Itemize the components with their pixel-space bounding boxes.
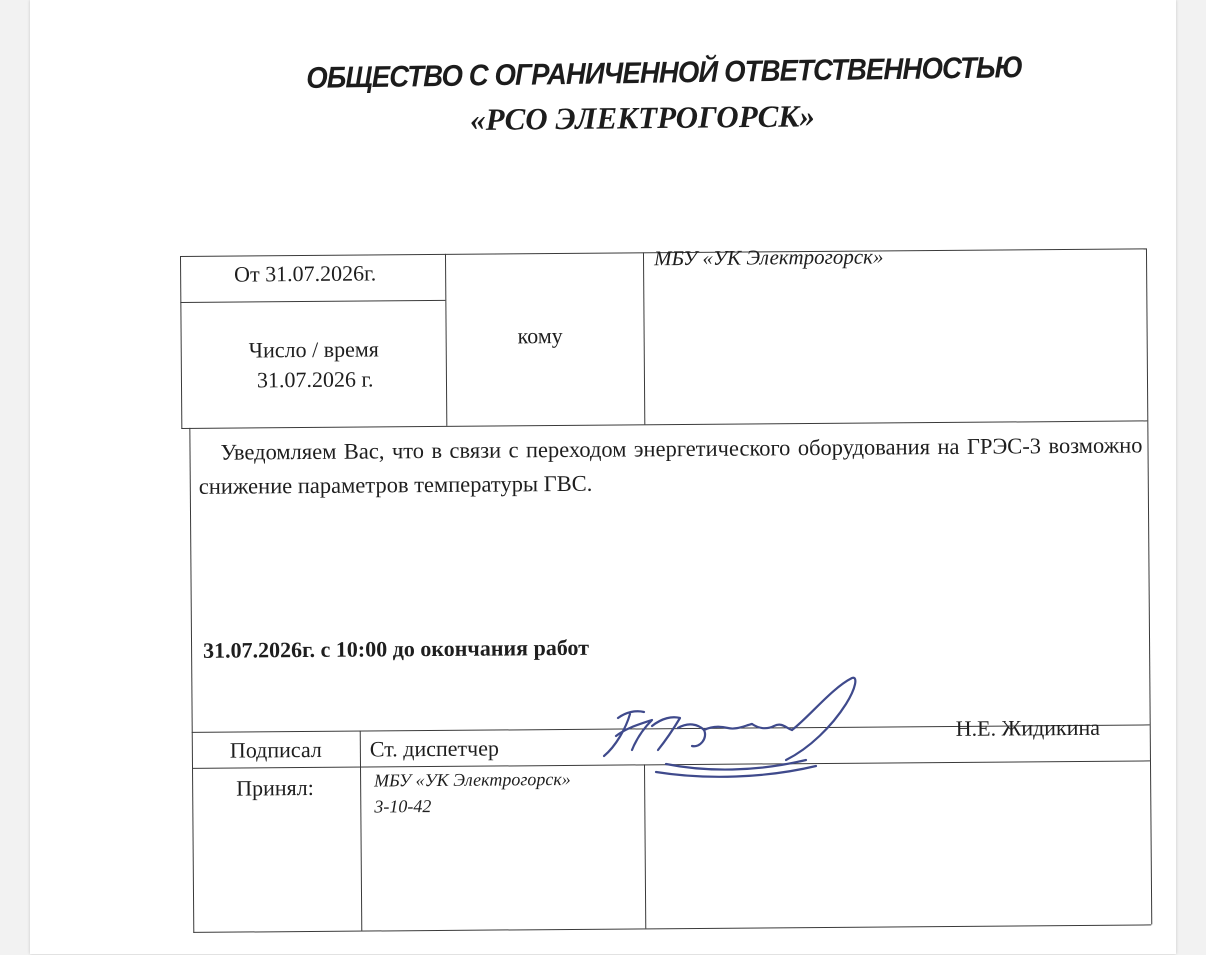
col-divider-2 [643, 252, 645, 424]
frame-bottom-line [193, 924, 1151, 933]
recipient: МБУ «УК Электрогорск» [653, 244, 884, 271]
organization-name: «РСО ЭЛЕКТРОГОРСК» [470, 98, 816, 137]
date-time-label: Число / время [248, 336, 379, 363]
frame-left-line-upper [180, 256, 182, 429]
accepted-col-divider [644, 764, 646, 928]
frame-right-line [1146, 248, 1152, 924]
to-label: кому [517, 322, 563, 349]
accepted-org: МБУ «УК Электрогорск» [374, 768, 571, 791]
organization-type: ОБЩЕСТВО С ОГРАНИЧЕННОЙ ОТВЕТСТВЕННОСТЬЮ [306, 51, 1023, 95]
handwritten-signature [596, 668, 866, 788]
from-date: От 31.07.2026г. [234, 260, 377, 287]
accepted-phone: 3-10-42 [374, 796, 432, 817]
col-divider-1 [445, 254, 447, 426]
signer-position: Ст. диспетчер [369, 735, 500, 762]
signed-label: Подписал [229, 736, 322, 763]
date-time-value: 31.07.2026 г. [256, 366, 374, 393]
accepted-label: Принял: [236, 774, 314, 801]
signer-name: Н.Е. Жидикина [955, 714, 1101, 741]
header-section-divider [181, 420, 1147, 429]
work-period: 31.07.2026г. с 10:00 до окончания работ [202, 634, 590, 663]
notice-message: Уведомляем Вас, что в связи с переходом энергетического оборудования на ГРЭС-3 возможно снижение параметров температуры ГВС. [198, 432, 1143, 499]
frame-left-line-lower [189, 428, 194, 933]
date-row-divider [180, 300, 445, 303]
label-col-divider [360, 731, 363, 931]
